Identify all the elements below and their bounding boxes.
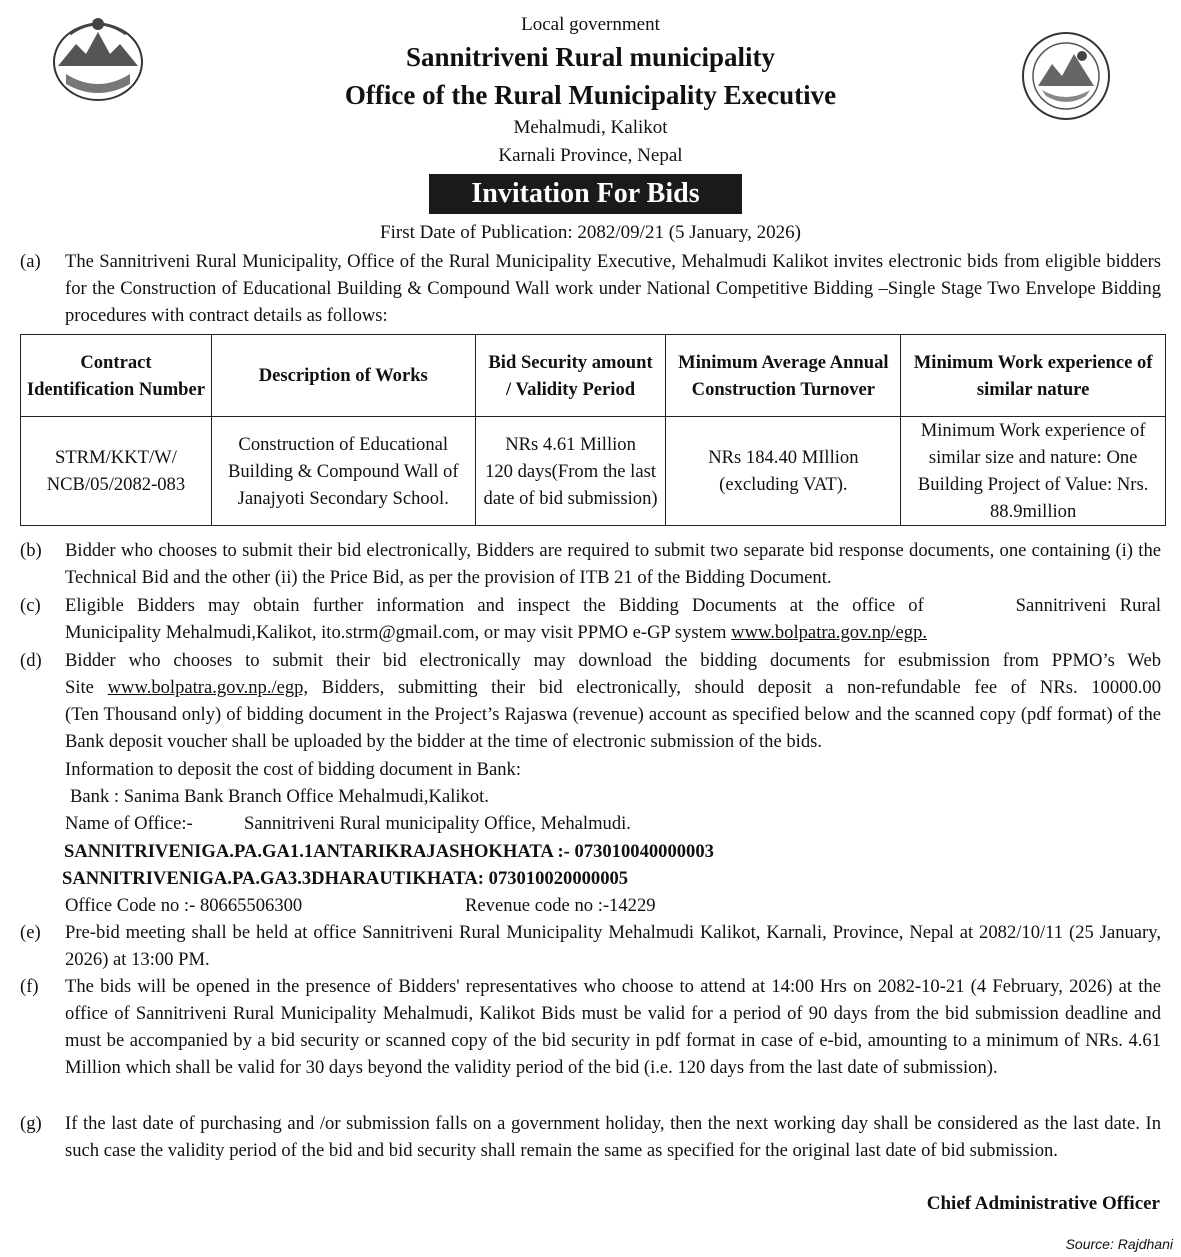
contract-details-table (20, 334, 1166, 526)
office-code: Office Code no :- 80665506300 (65, 895, 303, 916)
para-a-text: The Sannitriveni Rural Municipality, Office of the Rural Municipality Executive, Mehalmudi Kalikot invites electronic bids from eligible bidders for the Construction of Educational Building & Compound Wall work under National Competitive Bidding –Single Stage Two Envelope Bidding procedures with contract details as follows: (65, 251, 1161, 326)
account-line-2: SANNITRIVENIGA.PA.GA3.3DHARAUTIKHATA: 073010020000005 (62, 868, 629, 889)
bank-name: Bank : Sanima Bank Branch Office Mehalmudi,Kalikot. (70, 786, 489, 807)
cell-turnover: NRs 184.40 MIllion (excluding VAT). (666, 417, 901, 526)
para-d-line-2 (65, 674, 1161, 701)
table-header-row (21, 335, 1166, 417)
col-header-contract-id: Contract Identification Number (21, 335, 212, 417)
col-header-bid-security-amount: Bid Security amount (488, 351, 653, 373)
para-b-text: Bidder who chooses to submit their bid electronically, Bidders are required to submit two separate bid response documents, one containing (i) the Technical Bid and the other (ii) the Price Bid, as per the provision of ITB 21 of the Bidding Document. (65, 540, 1161, 588)
header-office-name: Office of the Rural Municipality Executive (344, 80, 837, 110)
para-f-text: The bids will be opened in the presence of Bidders' representatives who choose to attend at 14:00 Hrs on 2082-10-21 (4 February, 2026) at the office of Sannitriveni Rural Municipality Mehalmudi, Kalikot Bids must be valid for a period of 90 days from the bid submission deadline and must be accompanied by a bid security or scanned copy of the bid security in pdf format in case of e-bid, amounting to a minimum of NRs. 4.61 Million which shall be valid for 30 days beyond the validity period of the bid (i.e. 120 days from the last date of submission). (65, 976, 1161, 1078)
publication-date: First Date of Publication: 2082/09/21 (5 January, 2026) (380, 222, 801, 243)
para-e-text: Pre-bid meeting shall be held at office Sannitriveni Rural Municipality Mehalmudi Kalikot, Karnali, Province, Nepal at 2082/10/11 (25 January, 2026) at 13:00 PM. (65, 922, 1161, 970)
para-d-rest: (Ten Thousand only) of bidding document in the Project’s Rajaswa (revenue) account as specified below and the scanned copy (pdf format) of the Bank deposit voucher shall be uploaded by the bidder at the time of electronic submission of the bids. (65, 704, 1161, 752)
col-header-bid-security (475, 335, 666, 417)
para-c-line-2-text: Municipality Mehalmudi,Kalikot, ito.strm@gmail.com, or may visit PPMO e-GP system (65, 622, 732, 643)
cell-contract-id: STRM/KKT/W/ NCB/05/2082-083 (21, 417, 212, 526)
para-d-line-1: Bidder who chooses to submit their bid electronically may download the bidding documents for esubmission from PPMO’s Web (65, 650, 1161, 671)
cell-description: Construction of Educational Building & Compound Wall of Janajyoti Secondary School. (211, 417, 475, 526)
para-d-site-text: Site (65, 677, 108, 698)
para-b-label: (b) (20, 540, 42, 561)
source-credit: Source: Rajdhani (1065, 1236, 1173, 1252)
signature-title: Chief Administrative Officer (926, 1193, 1160, 1214)
para-f-label: (f) (20, 976, 39, 997)
para-c-label: (c) (20, 595, 41, 616)
para-c-line-1: Eligible Bidders may obtain further information and inspect the Bidding Documents at the office of Sannitriveni Rural (65, 595, 1161, 616)
cell-experience: Minimum Work experience of similar size and nature: One Building Project of Value: Nrs. 88.9million (901, 417, 1166, 526)
header-address-line-2: Karnali Province, Nepal (498, 145, 683, 166)
header-municipality-name: Sannitriveni Rural municipality (405, 42, 776, 72)
cell-bid-security-validity: 120 days(From the last date of bid submission) (483, 460, 658, 509)
col-header-bid-security-validity: / Validity Period (505, 378, 636, 400)
para-g-label: (g) (20, 1113, 42, 1134)
notice-title: Invitation For Bids (429, 174, 742, 214)
account-line-1: SANNITRIVENIGA.PA.GA1.1ANTARIKRAJASHOKHATA :- 073010040000003 (64, 841, 714, 862)
col-header-description: Description of Works (211, 335, 475, 417)
col-header-turnover: Minimum Average Annual Construction Turnover (666, 335, 901, 417)
header-address-line-1: Mehalmudi, Kalikot (513, 117, 668, 138)
bolpatra-egp-link-2[interactable]: www.bolpatra.gov.np./egp, (107, 677, 309, 698)
office-name-label: Name of Office:- (65, 813, 193, 834)
cell-bid-security-amount: NRs 4.61 Million (505, 433, 636, 455)
col-header-experience: Minimum Work experience of similar nature (901, 335, 1166, 417)
bank-info-heading: Information to deposit the cost of bidding document in Bank: (65, 759, 521, 780)
para-g-text: If the last date of purchasing and /or submission falls on a government holiday, then the next working day shall be considered as the last date. In such case the validity period of the bid and bid security shall remain the same as specified for the original last date of bid submission. (65, 1113, 1161, 1161)
bolpatra-egp-link[interactable]: www.bolpatra.gov.np/egp. (731, 622, 928, 643)
para-d-fee-text: Bidders, submitting their bid electronically, should deposit a non-refundable fee of NRs. 10000.00 (308, 677, 1161, 698)
para-c-line-2 (65, 619, 927, 646)
header-local-government: Local government (521, 14, 660, 35)
para-a-label: (a) (20, 251, 41, 272)
office-name-value: Sannitriveni Rural municipality Office, Mehalmudi. (244, 813, 631, 834)
cell-bid-security (475, 417, 666, 526)
table-row (21, 417, 1166, 526)
para-e-label: (e) (20, 922, 41, 943)
para-d-label: (d) (20, 650, 42, 671)
revenue-code: Revenue code no :-14229 (465, 895, 656, 916)
